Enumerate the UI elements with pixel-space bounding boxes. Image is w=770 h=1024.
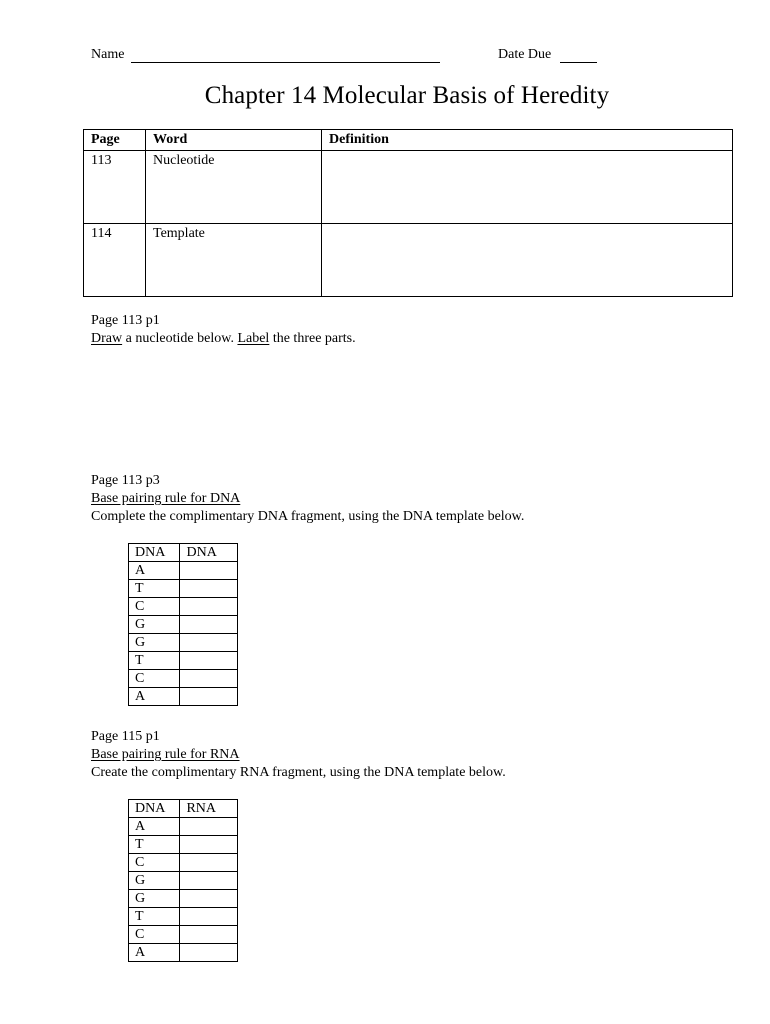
- template-base-cell: A: [129, 818, 180, 836]
- template-base-cell: A: [129, 944, 180, 962]
- complement-base-input-cell[interactable]: [180, 652, 238, 670]
- table-row: [129, 836, 238, 854]
- complement-base-input-cell[interactable]: [180, 836, 238, 854]
- template-column-header: DNA: [129, 544, 180, 562]
- complement-base-input-cell[interactable]: [180, 890, 238, 908]
- section3-heading: Page 115 p1: [91, 729, 160, 744]
- table-row: [129, 580, 238, 598]
- table-row: [129, 890, 238, 908]
- dna-rna-pairing-table: [128, 799, 238, 962]
- template-base-cell: G: [129, 872, 180, 890]
- template-base-cell: A: [129, 688, 180, 706]
- pairing-header-row: [129, 544, 238, 562]
- instruction-text: the three parts.: [269, 331, 356, 346]
- complement-base-input-cell[interactable]: [180, 872, 238, 890]
- complement-base-input-cell[interactable]: [180, 854, 238, 872]
- table-row: [129, 944, 238, 962]
- section1-instruction: [91, 330, 356, 348]
- dna-dna-pairing-table: [128, 543, 238, 706]
- label-keyword: Label: [237, 331, 270, 346]
- table-row: [84, 224, 733, 297]
- table-row: [129, 634, 238, 652]
- complement-base-input-cell[interactable]: [180, 688, 238, 706]
- template-base-cell: C: [129, 670, 180, 688]
- complement-base-input-cell[interactable]: [180, 562, 238, 580]
- draw-keyword: Draw: [91, 331, 123, 346]
- template-base-cell: T: [129, 652, 180, 670]
- table-row: [129, 616, 238, 634]
- complement-column-header: RNA: [180, 800, 238, 818]
- template-base-cell: C: [129, 854, 180, 872]
- section3-subheading: Base pairing rule for RNA: [91, 747, 240, 762]
- vocabulary-table: [83, 129, 733, 297]
- section2-heading: Page 113 p3: [91, 473, 160, 488]
- date-due-blank-line[interactable]: [560, 62, 597, 63]
- table-row: [129, 562, 238, 580]
- template-base-cell: C: [129, 598, 180, 616]
- template-column-header: DNA: [129, 800, 180, 818]
- word-cell: Template: [146, 224, 322, 297]
- table-row: [129, 908, 238, 926]
- complement-base-input-cell[interactable]: [180, 926, 238, 944]
- section2-subheading: Base pairing rule for DNA: [91, 491, 241, 506]
- template-base-cell: T: [129, 580, 180, 598]
- nucleotide-drawing-area[interactable]: [91, 352, 731, 462]
- table-row: [129, 688, 238, 706]
- template-base-cell: A: [129, 562, 180, 580]
- complement-base-input-cell[interactable]: [180, 616, 238, 634]
- complement-base-input-cell[interactable]: [180, 908, 238, 926]
- section3-instruction: Create the complimentary RNA fragment, using the DNA template below.: [91, 765, 506, 780]
- section1-heading: Page 113 p1: [91, 313, 160, 328]
- pairing-header-row: [129, 800, 238, 818]
- template-base-cell: T: [129, 908, 180, 926]
- table-row: [129, 652, 238, 670]
- template-base-cell: G: [129, 634, 180, 652]
- word-cell: Nucleotide: [146, 151, 322, 224]
- definition-cell[interactable]: [322, 151, 733, 224]
- template-base-cell: G: [129, 616, 180, 634]
- table-row: [84, 151, 733, 224]
- complement-base-input-cell[interactable]: [180, 580, 238, 598]
- complement-base-input-cell[interactable]: [180, 818, 238, 836]
- table-row: [129, 926, 238, 944]
- table-row: [129, 670, 238, 688]
- column-header-definition: Definition: [322, 130, 733, 151]
- column-header-word: Word: [146, 130, 322, 151]
- section2-instruction: Complete the complimentary DNA fragment, using the DNA template below.: [91, 509, 525, 524]
- template-base-cell: T: [129, 836, 180, 854]
- template-base-cell: C: [129, 926, 180, 944]
- table-row: [129, 598, 238, 616]
- table-row: [129, 872, 238, 890]
- complement-base-input-cell[interactable]: [180, 944, 238, 962]
- page-cell: 113: [84, 151, 146, 224]
- definition-cell[interactable]: [322, 224, 733, 297]
- instruction-text: a nucleotide below.: [122, 331, 238, 346]
- vocabulary-header-row: [84, 130, 733, 151]
- page-cell: 114: [84, 224, 146, 297]
- complement-base-input-cell[interactable]: [180, 634, 238, 652]
- template-base-cell: G: [129, 890, 180, 908]
- name-blank-line[interactable]: [131, 62, 440, 63]
- complement-base-input-cell[interactable]: [180, 598, 238, 616]
- table-row: [129, 854, 238, 872]
- table-row: [129, 818, 238, 836]
- column-header-page: Page: [84, 130, 146, 151]
- date-due-label: Date Due: [498, 47, 552, 62]
- complement-base-input-cell[interactable]: [180, 670, 238, 688]
- name-label: Name: [91, 47, 125, 62]
- complement-column-header: DNA: [180, 544, 238, 562]
- page-title: Chapter 14 Molecular Basis of Heredity: [204, 82, 610, 109]
